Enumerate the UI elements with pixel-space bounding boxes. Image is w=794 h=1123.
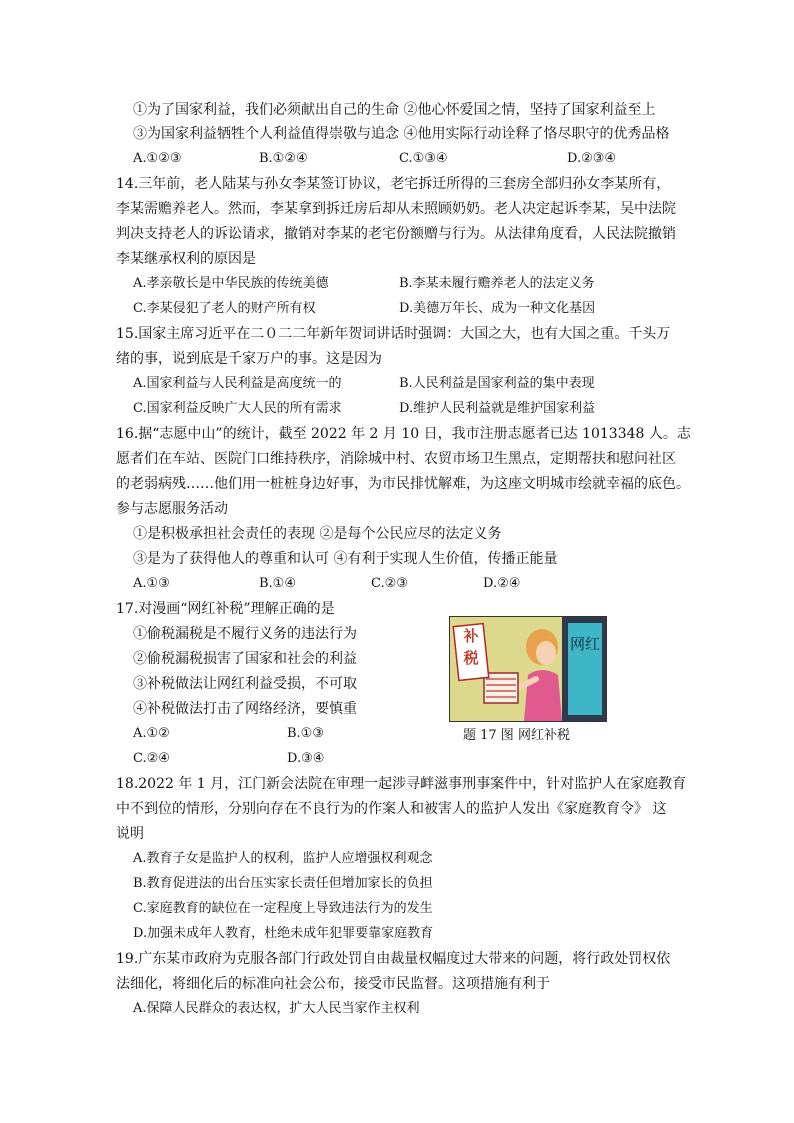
q17-option-b: B.①③ [287, 726, 324, 741]
q18-option-c: C.家庭教育的缺位在一定程度上导致违法行为的发生 [133, 901, 433, 916]
q14-option-d: D.美德万年长、成为一种文化基因 [399, 301, 596, 316]
cartoon-sign-text: 补税 [463, 627, 479, 667]
q16-stem-line2: 愿者们在车站、医院门口维持秩序，消除城中村、农贸市场卫生黑点，定期帮扶和慰问社区 [116, 451, 676, 467]
q18-stem-line1: 18.2022 年 1 月，江门新会法院在审理一起涉寻衅滋事刑事案件中，针对监护人在家庭教育 [116, 776, 687, 792]
q15-stem-line2: 绪的事，说到底是千家万户的事。这是因为 [116, 351, 382, 367]
q17-option-a: A.①② [133, 726, 170, 741]
q16-option-b: B.①④ [259, 576, 296, 591]
q17-item-4: ④补税做法打击了网络经济，要慎重 [133, 701, 357, 717]
q14-option-c: C.李某侵犯了老人的财产所有权 [133, 301, 316, 316]
q17-item-3: ③补税做法让网红利益受损，不可取 [133, 676, 357, 692]
q17-option-c: C.②④ [133, 751, 170, 766]
q14-stem-line4: 李某继承权利的原因是 [116, 251, 256, 267]
q16-stem-line3: 的老弱病残……他们用一桩桩身边好事，为市民排忧解难，为这座文明城市绘就幸福的底色。 [116, 476, 690, 492]
q15-option-c: C.国家利益反映广大人民的所有需求 [133, 401, 342, 416]
cartoon-screen-text: 网红 [570, 635, 601, 653]
q18-stem-line3: 说明 [116, 826, 144, 842]
q18-option-d: D.加强未成年人教育，杜绝未成年犯罪要靠家庭教育 [133, 926, 434, 941]
q16-items-line1: ①是积极承担社会责任的表现 ②是每个公民应尽的法定义务 [133, 526, 502, 542]
q15-option-a: A.国家利益与人民利益是高度统一的 [133, 376, 342, 391]
q16-option-a: A.①③ [133, 576, 170, 591]
q13-option-a: A.①②③ [133, 151, 182, 166]
q18-stem-line2: 中不到位的情形，分别向存在不良行为的作案人和被害人的监护人发出《家庭教育令》 这 [116, 801, 667, 817]
q15-stem-line1: 15.国家主席习近平在二０二二年新年贺词讲话时强调：大国之大，也有大国之重。千头万 [116, 326, 671, 342]
q17-figure-caption: 题 17 图 网红补税 [463, 728, 570, 743]
q17-item-2: ②偷税漏税损害了国家和社会的利益 [133, 651, 357, 667]
q15-option-d: D.维护人民利益就是维护国家利益 [399, 401, 596, 416]
q17-stem: 17.对漫画“网红补税”理解正确的是 [116, 601, 335, 617]
q13-items-line2: ③为国家利益牺牲个人利益值得崇敬与追念 ④他用实际行动诠释了恪尽职守的优秀品格 [133, 126, 670, 142]
q14-option-b: B.李某未履行赡养老人的法定义务 [399, 276, 595, 291]
q16-option-c: C.②③ [371, 576, 408, 591]
q14-stem-line3: 判决支持老人的诉讼请求，撤销对李某的老宅份额赠与行为。从法律角度看，人民法院撤销 [116, 226, 676, 242]
q19-option-a: A.保障人民群众的表达权，扩大人民当家作主权利 [133, 1001, 420, 1016]
q13-option-b: B.①②④ [259, 151, 308, 166]
q14-stem-line1: 14.三年前，老人陆某与孙女李某签订协议，老宅拆迁所得的三套房全部归孙女李某所有， [116, 176, 671, 192]
q17-option-d: D.③④ [287, 751, 325, 766]
q13-option-c: C.①③④ [399, 151, 448, 166]
q17-item-1: ①偷税漏税是不履行义务的违法行为 [133, 626, 357, 642]
q16-stem-line4: 参与志愿服务活动 [116, 501, 228, 517]
q16-option-d: D.②④ [483, 576, 521, 591]
q16-items-line2: ③是为了获得他人的尊重和认可 ④有利于实现人生价值，传播正能量 [133, 551, 558, 567]
q18-option-a: A.教育子女是监护人的权利，监护人应增强权利观念 [133, 851, 433, 866]
q14-stem-line2: 李某需赡养老人。然而，李某拿到拆迁房后却从未照顾奶奶。老人决定起诉李某，吴中法院 [116, 201, 676, 217]
q17-cartoon-figure [449, 616, 607, 722]
q19-stem-line2: 法细化，将细化后的标准向社会公布，接受市民监督。这项措施有利于 [116, 976, 550, 992]
q14-option-a: A.孝亲敬长是中华民族的传统美德 [133, 276, 329, 291]
q18-option-b: B.教育促进法的出台压实家长责任但增加家长的负担 [133, 876, 433, 891]
q13-items-line1: ①为了国家利益，我们必须献出自己的生命 ②他心怀爱国之情，坚持了国家利益至上 [133, 102, 656, 118]
q19-stem-line1: 19.广东某市政府为克服各部门行政处罚自由裁量权幅度过大带来的问题，将行政处罚权依 [116, 951, 671, 967]
q16-stem-line1: 16.据“志愿中山”的统计，截至 2022 年 2 月 10 日，我市注册志愿者已达 1013348 人。志 [116, 426, 691, 442]
q15-option-b: B.人民利益是国家利益的集中表现 [399, 376, 595, 391]
q13-option-d: D.②③④ [567, 151, 617, 166]
